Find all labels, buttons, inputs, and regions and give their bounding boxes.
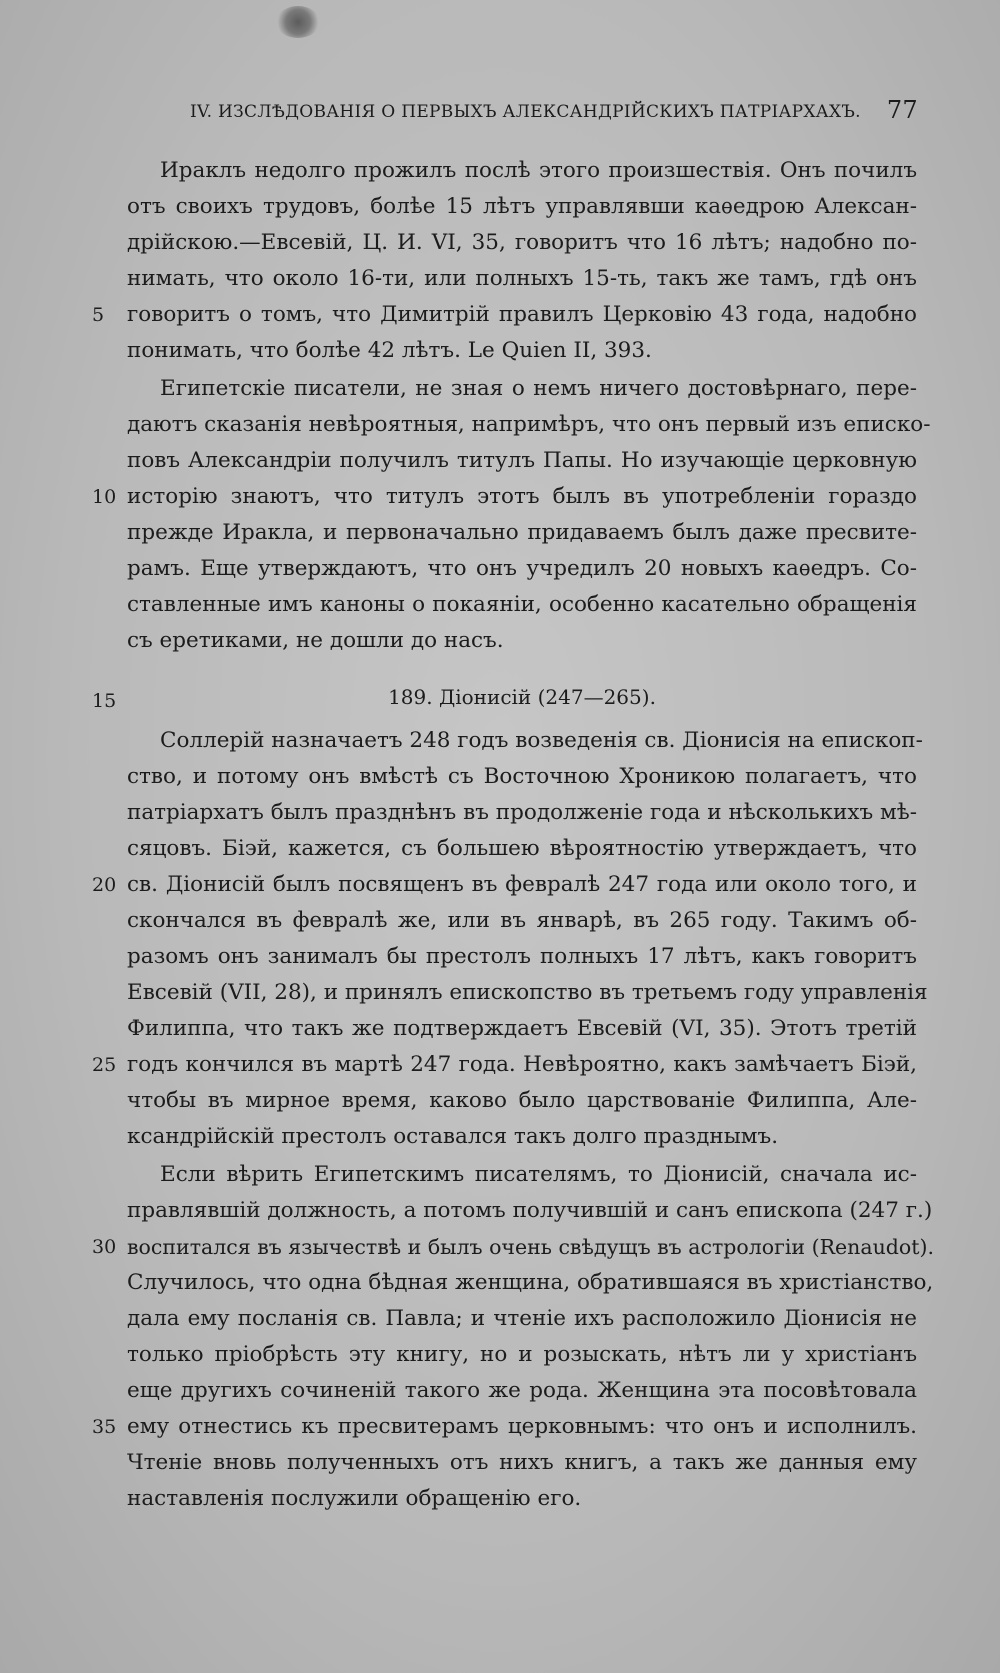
text-line: говоритъ о томъ, что Димитрій правилъ Церковію 43 года, надобно bbox=[127, 302, 917, 327]
text-line: ксандрійскій престолъ оставался такъ долго празднымъ. bbox=[127, 1124, 779, 1149]
text-line: ставленные имъ каноны о покаяніи, особенно касательно обращенія bbox=[127, 592, 917, 617]
text-line: даютъ сказанія невѣроятныя, напримѣръ, что онъ первый изъ еписко- bbox=[127, 412, 931, 437]
text-line: скончался въ февралѣ же, или въ январѣ, въ 265 году. Такимъ об- bbox=[127, 908, 917, 933]
text-line: ему отнестись къ пресвитерамъ церковнымъ: что онъ и исполнилъ. bbox=[127, 1414, 917, 1439]
text-line: еще другихъ сочиненій такого же рода. Женщина эта посовѣтовала bbox=[127, 1378, 917, 1403]
text-line: наставленія послужили обращенію его. bbox=[127, 1486, 582, 1511]
text-line: Филиппа, что такъ же подтверждаетъ Евсевій (VI, 35). Этотъ третій bbox=[127, 1016, 917, 1041]
text-line: годъ кончился въ мартѣ 247 года. Невѣроятно, какъ замѣчаетъ Біэй, bbox=[127, 1052, 917, 1077]
text-line: Чтеніе вновь полученныхъ отъ нихъ книгъ, а такъ же данныя ему bbox=[127, 1450, 917, 1475]
text-line: св. Діонисій былъ посвященъ въ февралѣ 247 года или около того, и bbox=[127, 872, 917, 897]
line-number: 20 bbox=[92, 874, 117, 896]
line-number: 10 bbox=[92, 486, 117, 508]
text-line: нимать, что около 16-ти, или полныхъ 15-ть, такъ же тамъ, гдѣ онъ bbox=[127, 266, 917, 291]
text-line: разомъ онъ занималъ бы престолъ полныхъ 17 лѣтъ, какъ говоритъ bbox=[127, 944, 917, 969]
text-line: исторію знаютъ, что титулъ этотъ былъ въ употребленіи гораздо bbox=[127, 484, 917, 509]
text-line: сяцовъ. Біэй, кажется, съ большею вѣроятностію утверждаетъ, что bbox=[127, 836, 917, 861]
text-line: ство, и потому онъ вмѣстѣ съ Восточною Хроникою полагаетъ, что bbox=[127, 764, 917, 789]
line-number: 30 bbox=[92, 1236, 117, 1258]
running-title: IV. ИЗСЛѢДОВАНІЯ О ПЕРВЫХЪ АЛЕКСАНДРІЙСКИХЪ ПАТРІАРХАХЪ. bbox=[190, 102, 861, 122]
line-number: 25 bbox=[92, 1054, 117, 1076]
text-line: Евсевій (VII, 28), и принялъ епископство въ третьемъ году управленія bbox=[127, 980, 928, 1005]
text-line: только пріобрѣсть эту книгу, но и розыскать, нѣтъ ли у христіанъ bbox=[127, 1342, 917, 1367]
text-line: Египетскіе писатели, не зная о немъ ничего достовѣрнаго, пере- bbox=[160, 376, 917, 401]
text-line: Ираклъ недолго прожилъ послѣ этого произшествія. Онъ почилъ bbox=[160, 158, 917, 183]
text-line: Случилось, что одна бѣдная женщина, обратившаяся въ христіанство, bbox=[127, 1270, 934, 1295]
text-line: съ еретиками, не дошли до насъ. bbox=[127, 628, 504, 653]
text-line: понимать, что болѣе 42 лѣтъ. Le Quien II, 393. bbox=[127, 338, 652, 363]
text-line: дрійскою.—Евсевій, Ц. И. VI, 35, говоритъ что 16 лѣтъ; надобно по- bbox=[127, 230, 917, 255]
text-line: повъ Александріи получилъ титулъ Папы. Но изучающіе церковную bbox=[127, 448, 917, 473]
ink-stain bbox=[276, 6, 320, 38]
running-header bbox=[190, 96, 918, 126]
line-number: 15 bbox=[92, 690, 117, 712]
line-number: 35 bbox=[92, 1416, 117, 1438]
text-line: патріархатъ былъ празднѣнъ въ продолженіе года и нѣсколькихъ мѣ- bbox=[127, 800, 917, 825]
text-line: рамъ. Еще утверждаютъ, что онъ учредилъ 20 новыхъ каѳедръ. Со- bbox=[127, 556, 917, 581]
text-line: Соллерій назначаетъ 248 годъ возведенія св. Діонисія на епископ- bbox=[160, 728, 923, 753]
text-line: чтобы въ мирное время, каково было царствованіе Филиппа, Але- bbox=[127, 1088, 917, 1113]
text-line: правлявшій должность, а потомъ получившій и санъ епископа (247 г.) bbox=[127, 1198, 933, 1223]
section-heading: 189. Діонисій (247—265). bbox=[388, 685, 656, 709]
page-number: 77 bbox=[886, 96, 918, 124]
line-number: 5 bbox=[92, 304, 105, 326]
text-line: отъ своихъ трудовъ, болѣе 15 лѣтъ управлявши каѳедрою Алексан- bbox=[127, 194, 917, 219]
text-line: Если вѣрить Египетскимъ писателямъ, то Діонисій, сначала ис- bbox=[160, 1162, 917, 1187]
text-line: прежде Иракла, и первоначально придаваемъ былъ даже пресвите- bbox=[127, 520, 917, 545]
text-line: дала ему посланія св. Павла; и чтеніе ихъ расположило Діонисія не bbox=[127, 1306, 917, 1331]
text-line: воспитался въ язычествѣ и былъ очень свѣдущъ въ астрологіи (Renaudot). bbox=[127, 1235, 934, 1259]
